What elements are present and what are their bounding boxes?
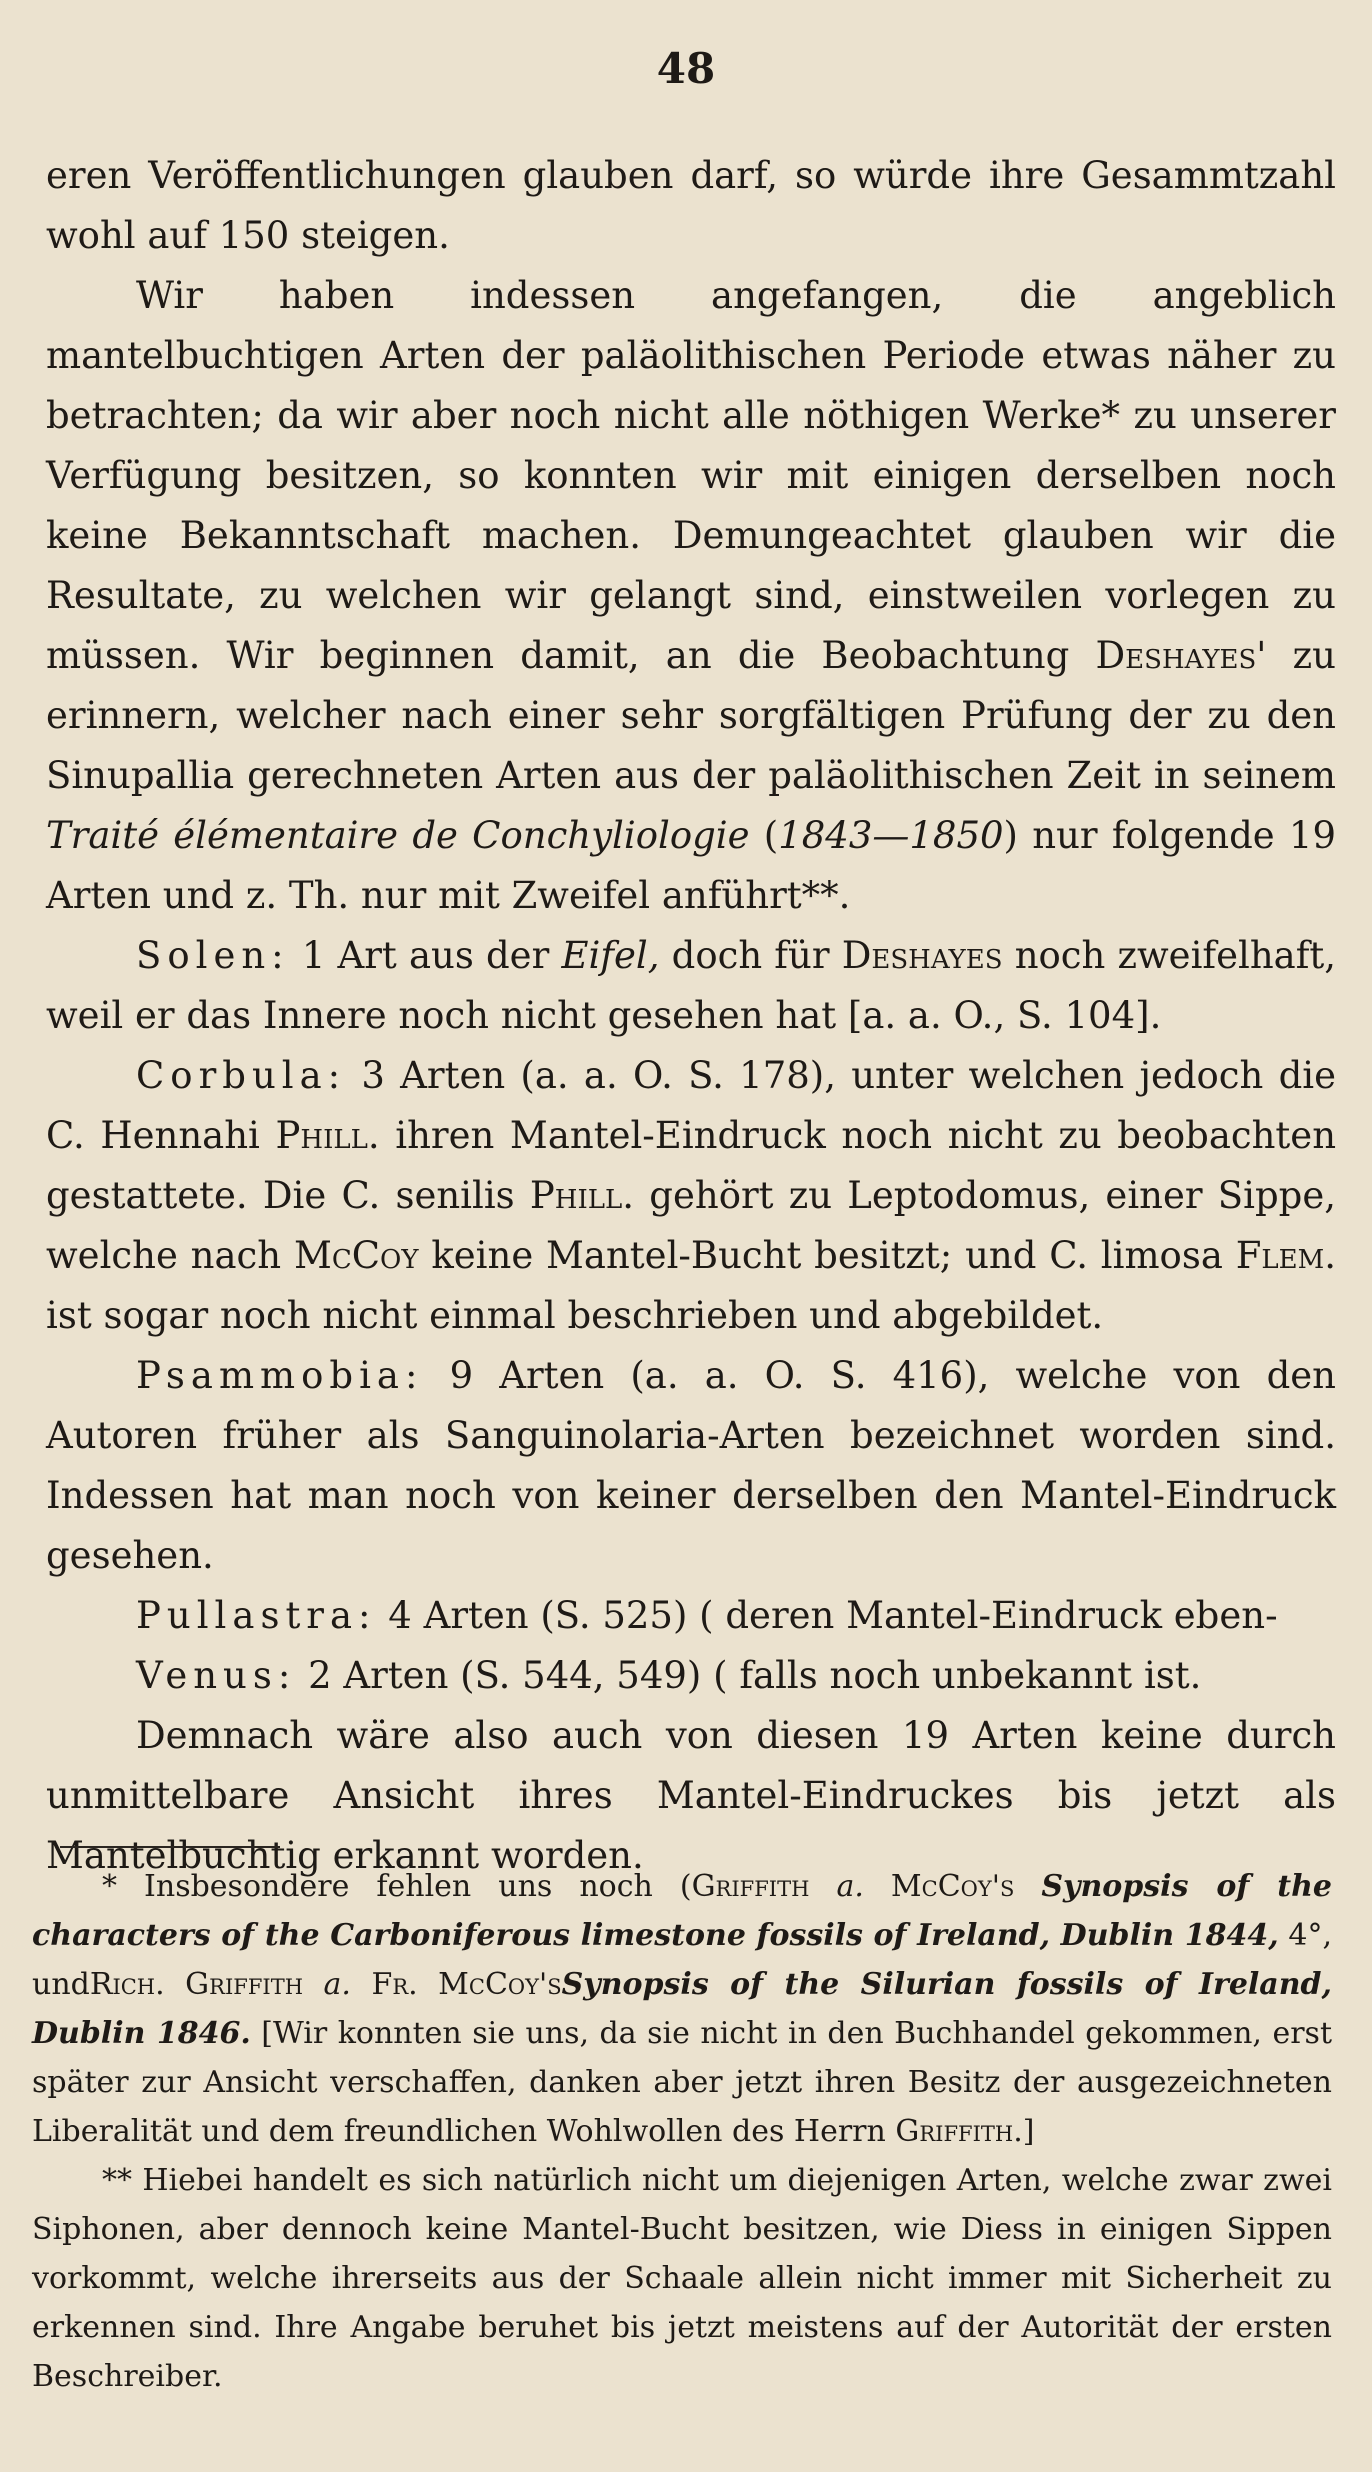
page-number: 48	[656, 44, 716, 93]
footnote-marker: *	[102, 1869, 117, 1904]
genus-entry-solen: Solen: 1 Art aus der Eifel, doch für Deshayes noch zweifelhaft, weil er das Innere noch nicht gesehen hat [a. a. O., S. 104].	[46, 934, 1337, 1037]
genus-entry-venus: Venus: 2 Arten (S. 544, 549) ( falls noch unbekannt ist.	[136, 1654, 1202, 1697]
author-name: Griffith.	[895, 2114, 1023, 2149]
author-name: Deshayes'	[1095, 634, 1267, 677]
author-name: Phill.	[275, 1114, 380, 1157]
author-name: Griffith	[691, 1869, 810, 1904]
genus-entry-corbula: Corbula: 3 Arten (a. a. O. S. 178), unter welchen jedoch die C. Hennahi Phill. ihren Mantel-Eindruck noch nicht zu beobachten gestattete. Die C. senilis Phill. gehört zu Leptodomus, einer Sippe, welche nach McCoy keine Mantel-Bucht besitzt; und C. limosa Flem. ist sogar noch nicht einmal beschrieben und abgebildet.	[46, 1054, 1337, 1337]
genus-name: Pullastra:	[136, 1594, 377, 1637]
main-text	[46, 146, 1336, 1886]
genus-name: Solen:	[136, 934, 290, 977]
author-name: Flem.	[1235, 1234, 1337, 1277]
place-name: Eifel,	[561, 934, 660, 977]
genus-name: Corbula:	[136, 1054, 347, 1097]
book-title: Synopsis of the Silurian fossils of Ireland, Dublin 1846.	[32, 1967, 1332, 2051]
genus-entry-pullastra: Pullastra: 4 Arten (S. 525) ( deren Mantel-Eindruck eben-	[136, 1594, 1278, 1637]
book-title: Traité élémentaire de Conchyliologie	[46, 814, 750, 857]
author-name: Fr. McCoy's	[371, 1967, 562, 2002]
author-name: Deshayes	[841, 934, 1003, 977]
author-name: Phill.	[529, 1174, 635, 1217]
paragraph-intro: Wir haben indessen angefangen, die angeblich mantelbuchtigen Arten der paläolithischen Periode etwas näher zu betrachten; da wir aber noch nicht alle nöthigen Werke* zu unserer Verfügung besitzen, so konnten wir mit einigen derselben noch keine Bekanntschaft machen. Demungeachtet glauben wir die Resultate, zu welchen wir gelangt sind, einstweilen vorlegen zu müssen. Wir beginnen damit, an die Beobachtung Deshayes' zu erinnern, welcher nach einer sehr sorgfältigen Prüfung der zu den Sinupallia gerechneten Arten aus der paläolithischen Zeit in seinem Traité élémentaire de Conchyliologie (1843—1850) nur folgende 19 Arten und z. Th. nur mit Zweifel anführt**.	[46, 274, 1336, 917]
genus-name: Venus:	[136, 1654, 297, 1697]
footnotes	[32, 1862, 1332, 2401]
genus-name: Psammobia:	[136, 1354, 424, 1397]
paragraph-continuation: eren Veröffentlichungen glauben darf, so würde ihre Gesammtzahl wohl auf 150 steigen.	[46, 154, 1336, 257]
book-years: 1843—1850	[778, 814, 1004, 857]
footnote-marker: **	[102, 2163, 132, 2198]
paragraph-conclusion: Demnach wäre also auch von diesen 19 Arten keine durch unmittelbare Ansicht ihres Mantel-Eindruckes bis jetzt als Mantelbuchtig erkannt worden.	[46, 1714, 1336, 1877]
author-name: Rich. Griffith	[89, 1967, 304, 2002]
genus-entry-psammobia: Psammobia: 9 Arten (a. a. O. S. 416), welche von den Autoren früher als Sanguinolaria-Arten bezeichnet worden sind. Indessen hat man noch von keiner derselben den Mantel-Eindruck gesehen.	[46, 1354, 1336, 1577]
brace-mark: (	[699, 1594, 714, 1637]
author-name: McCoy's	[890, 1869, 1015, 1904]
footnote-2: ** Hiebei handelt es sich natürlich nicht um diejenigen Arten, welche zwar zwei Siphonen, aber dennoch keine Mantel-Bucht besitzen, wie Diess in einigen Sippen vorkommt, welche ihrerseits aus der Schaale allein nicht immer mit Sicherheit zu erkennen sind. Ihre Angabe beruhet bis jetzt meistens auf der Autorität der ersten Beschreiber.	[32, 2163, 1332, 2394]
footnote-divider	[60, 1846, 280, 1848]
footnote-1: * Insbesondere fehlen uns noch (Griffith a. McCoy's Synopsis of the characters of the Carboniferous limestone fossils of Ireland, Dublin 1844, 4°, undRich. Griffith a. Fr. McCoy'sSynopsis of the Silurian fossils of Ireland, Dublin 1846. [Wir konnten sie uns, da sie nicht in den Buchhandel gekommen, erst später zur Ansicht verschaffen, danken aber jetzt ihren Besitz der ausgezeichneten Liberalität und dem freundlichen Wohlwollen des Herrn Griffith.]	[32, 1869, 1333, 2149]
book-title: Synopsis of the characters of the Carboniferous limestone fossils of Ireland, Dublin 1844,	[32, 1869, 1332, 1953]
brace-mark: (	[713, 1654, 728, 1697]
author-name: McCoy	[293, 1234, 419, 1277]
